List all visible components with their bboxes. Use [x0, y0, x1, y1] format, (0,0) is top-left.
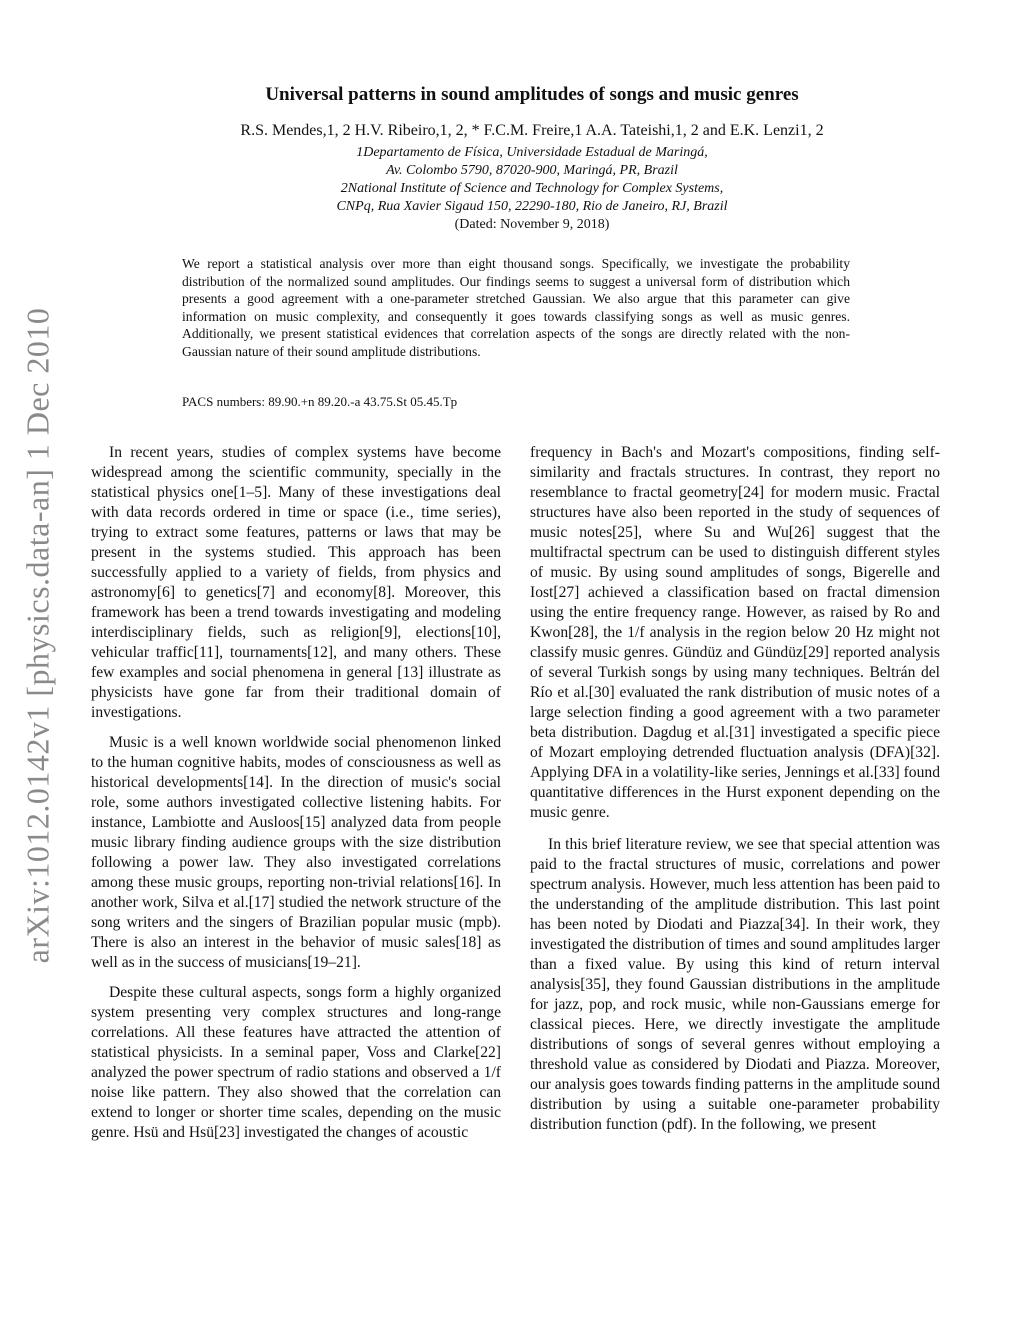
paper-header — [120, 84, 944, 234]
author-list: R.S. Mendes,1, 2 H.V. Ribeiro,1, 2, * F.C.M. Freire,1 A.A. Tateishi,1, 2 and E.K. Lenzi1, 2 — [240, 122, 824, 139]
affiliation-2-line-1: 2National Institute of Science and Technology for Complex Systems, — [340, 181, 724, 196]
dated-line: (Dated: November 9, 2018) — [454, 217, 610, 232]
left-paragraph-3: Despite these cultural aspects, songs form a highly organized system presenting very complex structures and long-range correlations. All these features have attracted the attention of statistical physicists. In a seminal paper, Voss and Clarke[22] analyzed the power spectrum of radio stations and observed a 1/f noise like pattern. They also showed that the correlation can extend to longer or shorter time scales, depending on the music genre. Hsü and Hsü[23] investigated the changes of acoustic — [91, 984, 501, 1141]
affiliation-1-line-2: Av. Colombo 5790, 87020-900, Maringá, PR, Brazil — [386, 163, 678, 178]
left-paragraph-2: Music is a well known worldwide social phenomenon linked to the human cognitive habits, modes of consciousness as well as historical developments[14]. In the direction of music's social role, some authors investigated collective listening habits. For instance, Lambiotte and Ausloos[15] analyzed data from people music library finding audience groups with the size distribution following a power law. They also investigated correlations among these music groups, reporting non-trivial relations[16]. In another work, Silva et al.[17] studied the network structure of the song writers and the singers of Brazilian popular music (mpb). There is also an interest in the behavior of music sales[18] as well as in the success of musicians[19–21]. — [91, 734, 501, 971]
left-column — [91, 443, 501, 1143]
arxiv-watermark — [8, 290, 68, 980]
left-paragraph-1: In recent years, studies of complex systems have become widespread among the scientific community, specially in the statistical physics one[1–5]. Many of these investigations deal with data records ordered in time or space (i.e., time series), trying to extract some features, patterns or laws that may be present in the systems studied. This approach has been successfully applied to a variety of fields, from physics and astronomy[6] to genetics[7] and economy[8]. Moreover, this framework has been a trend towards investigating and modeling interdisciplinary fields, such as religion[9], elections[10], vehicular traffic[11], tournaments[12], and many others. These few examples and social phenomena in general [13] illustrate as physicists have gone far from their traditional domain of investigations. — [91, 444, 501, 721]
abstract: We report a statistical analysis over more than eight thousand songs. Specifically, we investigate the probability distribution of the normalized sound amplitudes. Our findings seems to suggest a universal form of distribution which presents a good agreement with a one-parameter stretched Gaussian. We also argue that this parameter can give information on music complexity, and consequently it goes towards classifying songs as well as music genres. Additionally, we present statistical evidences that correlation aspects of the songs are directly related with the non-Gaussian nature of their sound amplitude distributions. — [182, 256, 850, 359]
arxiv-id: arXiv:1012.0142v1 [physics.data-an] 1 Dec 2010 — [19, 307, 56, 963]
right-paragraph-1: frequency in Bach's and Mozart's compositions, finding self-similarity and fractals structures. In contrast, they report no resemblance to fractal geometry[24] for modern music. Fractal structures have also been reported in the study of sequences of music notes[25], where Su and Wu[26] suggest that the multifractal spectrum can be used to distinguish different styles of music. By using sound amplitudes of songs, Bigerelle and Iost[27] achieved a classification based on fractal dimension using the entire frequency range. However, as raised by Ro and Kwon[28], the 1/f analysis in the region below 20 Hz might not classify music genres. Gündüz and Gündüz[29] reported analysis of several Turkish songs by using many techniques. Beltrán del Río et al.[30] evaluated the rank distribution of music notes of a large selection finding a good agreement with a two parameter beta distribution. Dagdug et al.[31] investigated a specific piece of Mozart employing detrended fluctuation analysis (DFA)[32]. Applying DFA in a volatility-like series, Jennings et al.[33] found quantitative differences in the Hurst exponent depending on the music genre. — [530, 444, 940, 821]
affiliation-2-line-2: CNPq, Rua Xavier Sigaud 150, 22290-180, Rio de Janeiro, RJ, Brazil — [336, 199, 728, 214]
right-paragraph-2: In this brief literature review, we see that special attention was paid to the fractal structures of music, correlations and power spectrum analysis. However, much less attention has been paid to the understanding of the amplitude distribution. This last point has been noted by Diodati and Piazza[34]. In their work, they investigated the distribution of times and sound amplitudes larger than a fixed value. By using this kind of return interval analysis[35], they found Gaussian distributions in the amplitude for jazz, pop, and rock music, while non-Gaussians emerge for classical pieces. Here, we directly investigate the amplitude distributions of songs of several genres without employing a threshold value as considered by Diodati and Piazza. Moreover, our analysis goes towards finding patterns in the amplitude sound distribution by using a suitable one-parameter probability distribution function (pdf). In the following, we present — [530, 836, 940, 1133]
affiliation-1-line-1: 1Departamento de Física, Universidade Estadual de Maringá, — [356, 145, 708, 160]
paper-title: Universal patterns in sound amplitudes of songs and music genres — [265, 84, 799, 105]
pacs-numbers: PACS numbers: 89.90.+n 89.20.-a 43.75.St 05.45.Tp — [182, 394, 458, 409]
right-column — [530, 443, 940, 1135]
